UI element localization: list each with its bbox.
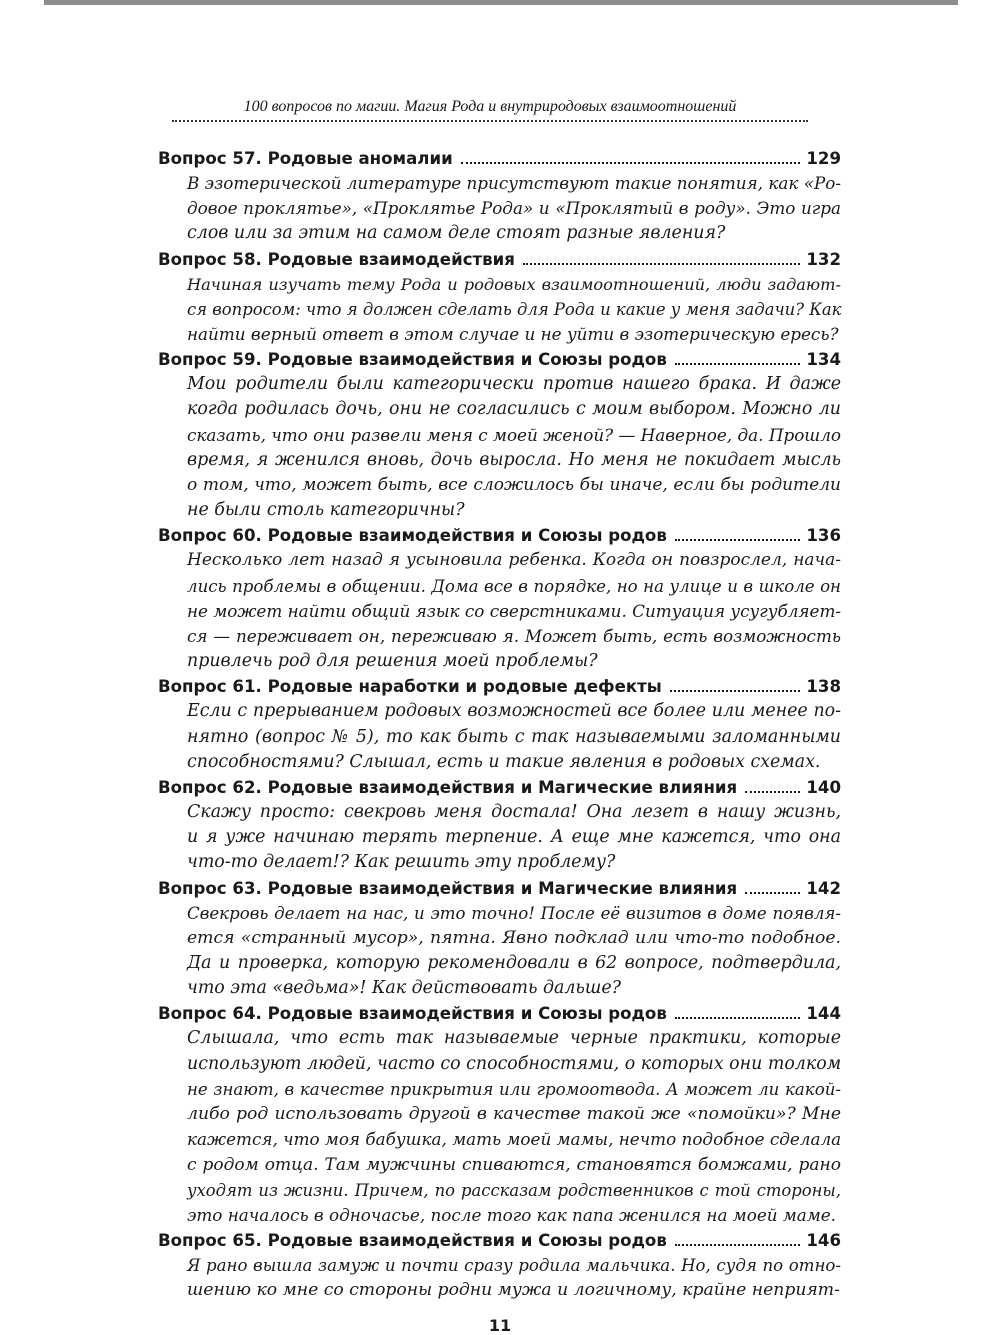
toc-entry-title: Вопрос 59. Родовые взаимодействия и Союзы родов	[158, 350, 667, 370]
page-number: 11	[488, 1316, 512, 1335]
toc-entry-description	[187, 800, 841, 876]
description-line: найти верный ответ в этом случае и не уйти в эзотерическую ересь?	[187, 324, 839, 345]
toc-entry-description	[187, 699, 841, 775]
toc-entry-title-row	[158, 674, 841, 699]
toc-entry-page-number: 129	[806, 149, 841, 168]
toc-entry	[158, 876, 841, 1002]
toc-entry-title: Вопрос 63. Родовые взаимодействия и Магические влияния	[158, 878, 738, 898]
toc-entry-title: Вопрос 58. Родовые взаимодействия	[158, 249, 515, 269]
dot-leader	[461, 162, 801, 164]
dot-leader	[675, 1017, 801, 1019]
description-line: нятно (вопрос № 5), то как быть с так называемыми заломанными	[187, 726, 841, 747]
toc-entry-description	[187, 1026, 841, 1228]
description-line: Свекровь делает на нас, и это точно! После её визитов в доме появля-	[187, 903, 841, 923]
toc-entry	[158, 674, 841, 775]
description-line: это началось в одночасье, после того как папа женился на моей маме.	[187, 1204, 836, 1225]
toc-entry	[158, 146, 841, 247]
toc-entry-title-row	[158, 1001, 841, 1026]
toc-entry-page-number: 144	[806, 1004, 841, 1024]
description-line: Мои родители были категорически против нашего брака. И даже	[187, 374, 841, 395]
description-line: что-то делает!? Как решить эту проблему?	[187, 852, 616, 873]
dot-leader	[745, 791, 800, 793]
description-line: Если с прерыванием родовых возможностей все более или менее по-	[187, 701, 841, 722]
toc-entry-page-number: 140	[806, 778, 841, 798]
toc-entry-page-number: 132	[806, 249, 841, 269]
description-line: Слышала, что есть так называемые черные практики, которые	[187, 1028, 841, 1049]
description-line: Скажу просто: свекровь меня достала! Она лезет в нашу жизнь,	[187, 802, 841, 823]
toc-entry-title: Вопрос 62. Родовые взаимодействия и Магические влияния	[158, 778, 738, 798]
toc-entry-page-number: 142	[806, 878, 841, 898]
toc-entry-title: Вопрос 61. Родовые наработки и родовые дефекты	[158, 677, 662, 697]
description-line: слов или за этим на самом деле стоят разные явления?	[187, 223, 726, 244]
toc-entry	[158, 1228, 841, 1303]
toc-entry-page-number: 136	[806, 526, 841, 546]
description-line: используют людей, часто со способностями, о которых они толком	[187, 1053, 842, 1074]
header-dotted-rule	[172, 120, 808, 122]
toc-entry	[158, 523, 841, 674]
description-line: что эта «ведьма»! Как действовать дальше?	[187, 978, 621, 999]
toc-entry-title: Вопрос 60. Родовые взаимодействия и Союзы родов	[158, 526, 667, 546]
toc-entry-page-number: 146	[806, 1231, 841, 1251]
running-header: 100 вопросов по магии. Магия Рода и внутриродовых взаимоотношений	[243, 98, 737, 115]
dot-leader	[745, 892, 800, 894]
toc-entry-description	[187, 272, 841, 348]
toc-entry	[158, 247, 841, 348]
toc-entry	[158, 347, 841, 523]
description-line: В эзотерической литературе присутствуют такие понятия, как «Ро-	[187, 173, 842, 193]
toc-entry-description	[187, 372, 841, 523]
description-line: о том, что, может быть, все сложилось бы иначе, если бы родители	[187, 475, 841, 496]
dot-leader	[523, 263, 800, 265]
description-line: ется «странный мусор», пятна. Явно подклад или что-то подобное.	[187, 927, 841, 948]
dot-leader	[675, 363, 801, 365]
toc-entry-page-number: 138	[806, 677, 841, 697]
toc-entry-title-row	[158, 146, 841, 171]
table-of-contents	[158, 146, 841, 1304]
toc-entry	[158, 775, 841, 876]
description-line: с родом отца. Там мужчины спиваются, становятся бомжами, рано	[187, 1154, 841, 1175]
toc-entry-page-number: 134	[806, 350, 841, 370]
description-line: лись проблемы в общении. Дома все в порядке, но на улице и в школе он	[187, 576, 841, 596]
toc-entry-title: Вопрос 57. Родовые аномалии	[158, 149, 453, 168]
description-line: уходят из жизни. Причем, по рассказам родственников с той стороны,	[187, 1180, 841, 1200]
toc-entry-title: Вопрос 65. Родовые взаимодействия и Союзы родов	[158, 1231, 667, 1251]
dot-leader	[670, 690, 801, 692]
description-line: Начиная изучать тему Рода и родовых взаимоотношений, люди задают-	[187, 274, 841, 294]
toc-entry-title-row	[158, 523, 841, 548]
toc-entry-description	[187, 171, 841, 247]
toc-entry-title-row	[158, 775, 841, 800]
dot-leader	[675, 539, 801, 541]
toc-entry-description	[187, 548, 841, 674]
toc-entry-title-row	[158, 347, 841, 372]
description-line: кажется, что моя бабушка, мать моей мамы, нечто подобное сделала	[187, 1129, 842, 1150]
description-line: способностями? Слышал, есть и такие явления в родовых схемах.	[187, 751, 821, 772]
description-line: ся — переживает он, переживаю я. Может быть, есть возможность	[187, 626, 841, 647]
toc-entry-description	[187, 901, 841, 1002]
description-line: не может найти общий язык со сверстниками. Ситуация усугубляет-	[187, 600, 842, 621]
description-line: не были столь категоричны?	[187, 500, 465, 521]
dot-leader	[675, 1244, 801, 1246]
toc-entry-description	[187, 1253, 841, 1303]
description-line: шению ко мне со стороны родни мужа и логичному, крайне неприят-	[187, 1280, 840, 1301]
description-line: Да и проверка, которую рекомендовали в 62 вопросе, подтвердила,	[187, 953, 841, 974]
description-line: Несколько лет назад я усыновила ребенка. Когда он повзрослел, нача-	[187, 550, 841, 571]
toc-entry-title: Вопрос 64. Родовые взаимодействия и Союзы родов	[158, 1004, 667, 1024]
top-border-bar	[44, 0, 958, 5]
description-line: и я уже начинаю терять терпение. А еще мне кажется, что она	[187, 827, 841, 848]
toc-entry-title-row	[158, 1228, 841, 1253]
description-line: довое проклятье», «Проклятье Рода» и «Проклятый в роду». Это игра	[187, 198, 841, 219]
description-line: либо род использовать другой в качестве такой же «помойки»? Мне	[187, 1104, 841, 1125]
description-line: Я рано вышла замуж и почти сразу родила мальчика. Но, судя по отно-	[187, 1256, 841, 1276]
description-line: не знают, в качестве прикрытия или громоотвода. А может ли какой-	[187, 1079, 841, 1099]
description-line: привлечь род для решения моей проблемы?	[187, 651, 598, 672]
description-line: ся вопросом: что я должен сделать для Рода и какие у меня задачи? Как	[187, 299, 842, 319]
description-line: сказать, что они развели меня с моей женой? — Наверное, да. Прошло	[187, 424, 841, 445]
description-line: когда родилась дочь, они не согласились с моим выбором. Можно ли	[187, 399, 841, 420]
description-line: время, я женился вновь, дочь выросла. Но меня не покидает мысль	[187, 449, 841, 470]
toc-entry-title-row	[158, 876, 841, 901]
toc-entry	[158, 1001, 841, 1228]
toc-entry-title-row	[158, 247, 841, 272]
